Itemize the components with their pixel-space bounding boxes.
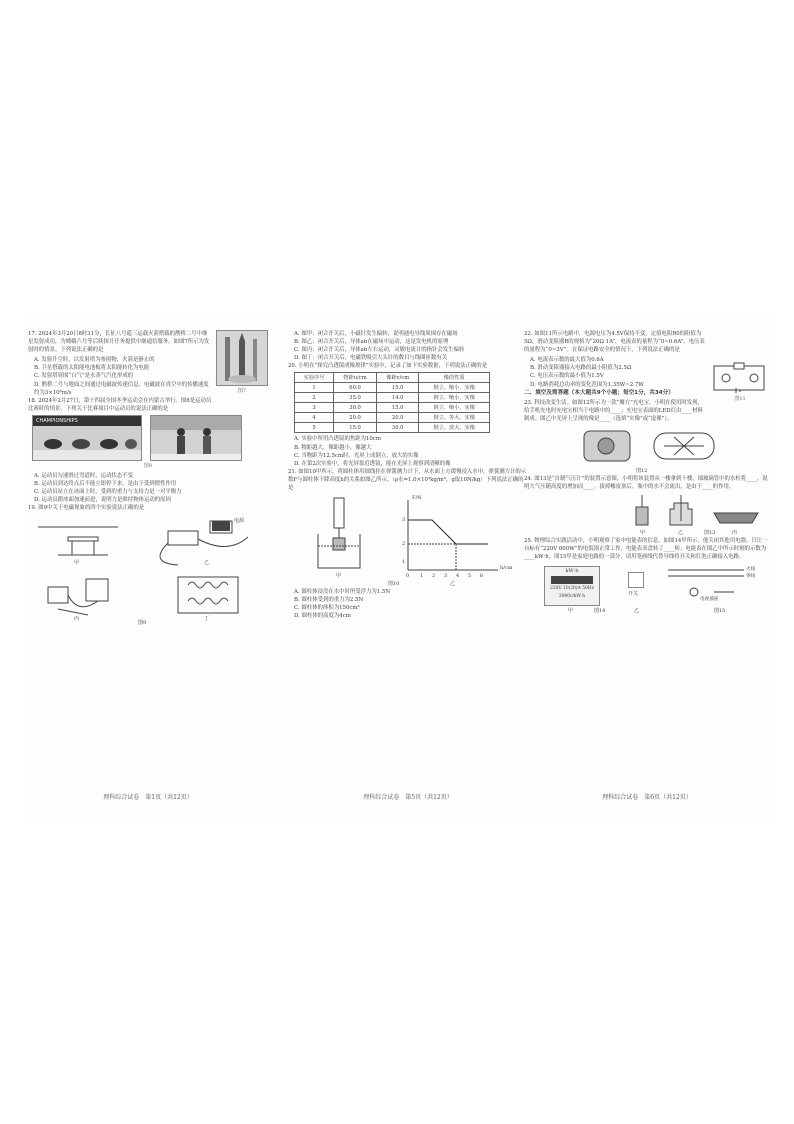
q18-option-d: D. 运动员蹬冰面加速前进，说明力是维持物体运动的原因: [34, 497, 171, 504]
q21-option-b: B. 圆柱体受到的重力为2.5N: [294, 597, 364, 604]
column-right: [524, 330, 770, 806]
question-21: 21. 如图10甲所示，将圆柱体用细线挂在弹簧测力计下，从水面上方缓慢浸入水中，弹簧测力计的示数F与圆柱体下降高度h的关系如图乙所示。（ρ水=1.0×10³kg/m³，g取10N/kg）下列说法正确的是: [288, 468, 527, 492]
q17-option-c: C. 发射塔周围“白气”是水蒸气汽化形成的: [34, 373, 134, 380]
meter-unit: kW·h: [565, 567, 579, 574]
table-header: 实验序号: [295, 373, 334, 383]
table-cell: 35.0: [334, 393, 377, 403]
question-19: 19. 图9中关于电磁现象的四个实验说法正确的是: [28, 505, 145, 512]
table-cell: 倒立、等大、实像: [419, 413, 490, 423]
figure-8-caption: 图8: [143, 462, 153, 469]
table-header: 像的性质: [419, 373, 490, 383]
table-cell: 15.0: [377, 383, 419, 393]
table-cell: 60.0: [334, 383, 377, 393]
fig14-label-jia: 甲: [568, 607, 574, 614]
table-header: 像距v/cm: [377, 373, 419, 383]
fig9-label-bing: 丙: [74, 615, 80, 622]
skating-photo-2: [150, 415, 242, 461]
socket-label: 电视插座: [700, 596, 719, 602]
section-2-heading: 二、填空及简答题（本大题共9个小题；每空1分，共34分）: [524, 389, 674, 396]
figure-12-caption: 图12: [636, 468, 648, 475]
figure-12: [524, 425, 770, 475]
fig14-label-yi: 乙: [634, 607, 640, 614]
figure-13-caption: 图13: [704, 530, 716, 537]
rocket-launch-photo: [216, 330, 268, 386]
table-cell: 15.0: [377, 403, 419, 413]
graph-y-label: F/N: [412, 495, 422, 502]
skating-photo-1: [32, 415, 142, 461]
fig9-battery-label: 电源: [234, 517, 245, 524]
fig9-label-ding: 丁: [204, 615, 210, 622]
table-cell: 1: [295, 383, 334, 393]
table-cell: 30.0: [377, 423, 419, 433]
table-header-row: [295, 373, 490, 383]
table-row: [295, 393, 490, 403]
table-row: [295, 413, 490, 423]
question-23: 23. 科技改变生活。如图12所示为一款“魔方”充电宝，小明在使用时发现，给手机充电时充电宝相当于电路中的____；充电宝表面的LED灯由____材料制成。图乙中光屏上呈现的像是____（选填“实像”或“虚像”）。: [524, 399, 703, 422]
table-row: [295, 383, 490, 393]
table-cell: 倒立、缩小、实像: [419, 403, 490, 413]
circuit-diagram: [710, 360, 768, 394]
q20-option-c: C. 当物距为12.5cm时，光屏上成倒立、放大的实像: [294, 452, 419, 459]
q22-option-a: A. 电流表示数的最大值为0.6A: [530, 357, 604, 364]
question-25: 25. 物理综合实践活动中，小明观察了家中电能表的信息，如图14甲所示。他关闭其他用电器，只让一台标有“220V 600W”的电饭锅正常工作，电能表表盘转了____转；电能表在图乙中所示时刻的示数为____kW·h。图15甲是家庭电路的一部分，请用笔画线代替导线将开关和灯泡正确接入电路。: [524, 538, 768, 561]
q21-option-d: D. 圆柱体的高度为4cm: [294, 613, 351, 620]
wire-neutral-label: 零线: [746, 573, 756, 579]
q17-option-b: B. 卫星搭载的太阳能电池板将太阳能转化为电能: [34, 365, 150, 372]
figure-8: [32, 415, 268, 461]
switch-label: 开关: [628, 590, 639, 597]
question-17: 17. 2024年3月20日8时31分，长征八号遥三运载火箭搭载的鹊桥二号中继星发射成功，为嫦娥六号等后续探月任务提供中继通信服务。如图7所示为发射时的情景。下列说法正确的是: [28, 331, 210, 354]
table-cell: 3: [295, 403, 334, 413]
table-cell: 倒立、放大、实像: [419, 423, 490, 433]
q21-option-a: A. 圆柱体浸没在水中时所受浮力为1.5N: [294, 589, 391, 596]
athletes-icon: [151, 416, 241, 460]
graph-x-tick: 4: [456, 573, 460, 580]
figures-14-15: [524, 564, 770, 614]
figure-15-caption: 图15: [714, 607, 726, 614]
column-middle: [288, 330, 528, 806]
lens-data-table: [294, 372, 490, 433]
buoyancy-diagram: [288, 494, 524, 578]
q20-option-d: D. 在第2次实验中，将光屏靠近透镜，能在光屏上观察到清晰的像: [294, 460, 451, 467]
rocket-icon: [217, 331, 267, 385]
electric-meter: [544, 566, 600, 606]
figure-10-caption: 图10: [388, 581, 400, 588]
graph-y-tick: 3: [402, 517, 406, 524]
meter-display: [551, 576, 593, 584]
championship-banner: CHAMPIONSHIPS: [33, 416, 141, 426]
exam-sheet: [24, 318, 774, 818]
q19-option-a: A. 图甲：闭合开关后，小磁针发生偏转，说明通电导线周围存在磁场: [294, 331, 458, 337]
graph-y-tick: 1: [402, 559, 406, 566]
figure-7: [216, 330, 268, 397]
figure-9-caption: 图9: [138, 619, 147, 626]
q21-option-c: C. 圆柱体的体积为150cm³: [294, 605, 360, 612]
table-cell: 15.0: [334, 423, 377, 433]
fig9-label-jia: 甲: [74, 559, 80, 566]
question-18: 18. 2024年2月27日，第十四届全国冬季运动会在内蒙古举行。图8是运动员比赛时的情景，下列关于比赛项目中运动员的说法正确的是: [28, 397, 212, 412]
barometer-diagram: [524, 493, 764, 529]
figure-13: [524, 493, 770, 537]
graph-y-tick: 2: [402, 541, 406, 548]
question-24: 24. 图13是“自制气压计”的装置示意图，小明将该装置从一楼拿到十楼，细玻璃管中的水柱将____，说明大气压随高度的增加而____。拔掉橡皮塞后，瓶中的水不会流出，是由于____的作用。: [524, 476, 768, 491]
figure-9: [28, 515, 268, 629]
q22-option-d: D. 电路消耗总功率的变化范围为1.35W~2.7W: [530, 381, 644, 388]
table-cell: 4: [295, 413, 334, 423]
q18-option-a: A. 运动员匀速滑过弯道时，运动状态不变: [34, 473, 133, 480]
switch-box: [628, 572, 644, 588]
electromagnetism-diagrams: [28, 515, 264, 627]
question-20: 20. 小明在“探究凸透镜成像规律”实验中，记录了如下实验数据，下列说法正确的是: [288, 363, 488, 370]
fig13-label-bing: 丙: [732, 530, 738, 537]
q19-option-c: C. 图丙：闭合开关后，导体ab左右运动，灵敏电流计的指针会发生偏转: [294, 347, 465, 354]
figure-11: [710, 360, 770, 405]
q19-option-d: D. 图丁：闭合开关后，电磁铁吸引大头针的数目与线圈匝数有关: [294, 355, 448, 362]
graph-x-tick: 3: [444, 573, 448, 580]
table-cell: 倒立、缩小、实像: [419, 393, 490, 403]
table-cell: 20.0: [334, 413, 377, 423]
graph-x-tick: 1: [420, 573, 424, 580]
q19-option-b: B. 图乙：闭合开关后，导体ab在磁场中运动，这是发电机的原理: [294, 339, 449, 346]
q20-option-a: A. 实验中所用凸透镜的焦距为10cm: [294, 436, 381, 443]
table-cell: 5: [295, 423, 334, 433]
meter-spec-2: 3000r/kW·h: [558, 593, 586, 599]
fig10-label-yi: 乙: [450, 581, 456, 588]
table-header: 物距u/cm: [334, 373, 377, 383]
graph-x-tick: 5: [468, 573, 472, 580]
page-footer-6: 理科综合试卷 第6页（共12页）: [602, 793, 692, 801]
figure-7-caption: 图7: [237, 388, 247, 394]
q17-option-d: D. 鹊桥二号与地面之间通过电磁波传递信息，电磁波在真空中的传播速度约为3×10⁸m/s: [34, 381, 209, 396]
fig10-label-jia: 甲: [336, 573, 342, 580]
q20-option-b: B. 物距越大，像距越小，像越大: [294, 444, 372, 451]
figure-14-caption: 图14: [594, 607, 606, 614]
table-cell: 20.0: [377, 413, 419, 423]
wire-live-label: 火线: [746, 566, 756, 572]
table-cell: 2: [295, 393, 334, 403]
skaters-icon: [33, 426, 141, 460]
graph-x-label: h/cm: [500, 565, 513, 572]
page-footer-5: 理科综合试卷 第5页（共12页）: [363, 793, 453, 801]
table-cell: 倒立、缩小、实像: [419, 383, 490, 393]
q18-option-b: B. 运动员到达终点后不能立即停下来，是由于受到惯性作用: [34, 481, 177, 488]
fig13-label-jia: 甲: [640, 530, 646, 537]
column-left: [28, 330, 268, 806]
q18-option-c: C. 运动员站立在冰面上时，受到的重力与支持力是一对平衡力: [34, 489, 182, 496]
figure-11-caption: 图11: [734, 396, 746, 402]
table-cell: 14.0: [377, 393, 419, 403]
fig13-label-yi: 乙: [678, 530, 684, 537]
question-22: 22. 如图11所示电路中，电源电压为4.5V保持不变，定值电阻R0的阻值为5Ω，滑动变阻器R的规格为“20Ω 1A”，电流表的量程为“0~0.6A”，电压表的量程为“0~3V”。在保证电路安全的情况下，下列说法正确的是: [524, 331, 705, 354]
page-footer-1: 理科综合试卷 第1页（共12页）: [103, 793, 193, 801]
table-cell: 30.0: [334, 403, 377, 413]
q17-option-a: A. 发射升空时，以发射塔为参照物，火箭是静止的: [34, 357, 155, 364]
fig9-label-yi: 乙: [204, 559, 210, 566]
q22-option-b: B. 滑动变阻器接入电路的最小阻值为2.5Ω: [530, 365, 632, 372]
figure-10: [288, 494, 528, 588]
graph-x-tick: 2: [432, 573, 436, 580]
table-row: [295, 423, 490, 433]
graph-x-tick: 6: [480, 573, 484, 580]
power-bank-diagram: [524, 425, 764, 469]
table-row: [295, 403, 490, 413]
meter-spec-1: 220V 10(20)A 50Hz: [550, 585, 594, 591]
graph-x-tick: 0: [406, 573, 410, 580]
q22-option-c: C. 电压表示数的最小值为1.5V: [530, 373, 604, 380]
